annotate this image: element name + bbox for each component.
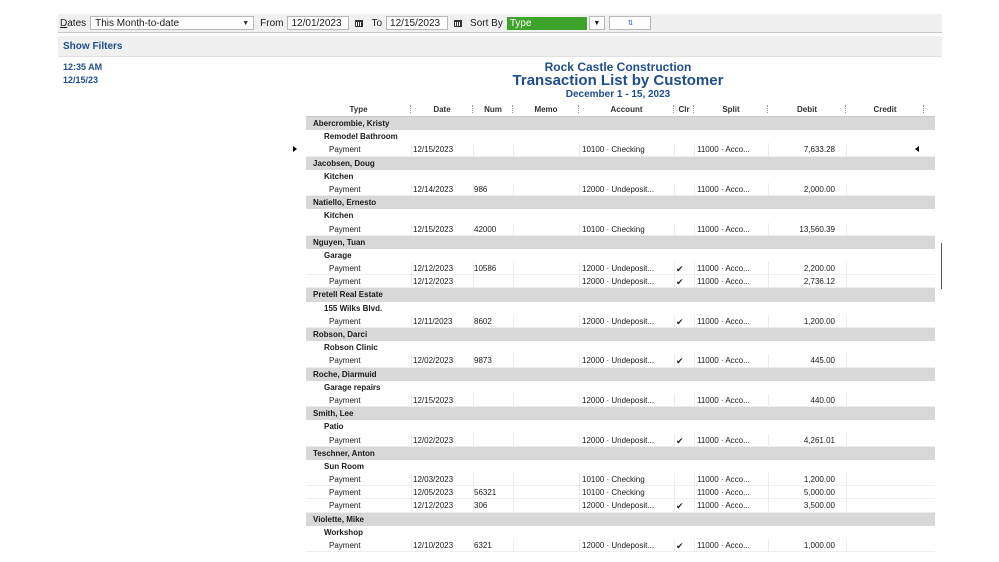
- cell-date: 12/11/2023: [413, 316, 453, 326]
- cell-divider: [411, 354, 412, 366]
- cell-divider: [513, 315, 514, 327]
- cell-account: 12000 · Undeposit...: [582, 501, 655, 511]
- cell-debit: 440.00: [810, 395, 835, 405]
- transaction-row[interactable]: [306, 262, 935, 275]
- sort-by-dropdown[interactable]: [507, 17, 587, 30]
- cell-clr: ✔: [676, 541, 684, 551]
- report-toolbar: [58, 14, 942, 33]
- cell-divider: [411, 486, 412, 498]
- cell-debit: 5,000.00: [803, 488, 835, 498]
- cell-divider: [694, 143, 695, 155]
- cell-divider: [674, 262, 675, 274]
- job-row: [306, 302, 935, 315]
- cell-divider: [768, 315, 769, 327]
- cell-divider: [579, 394, 580, 406]
- job-name: Garage repairs: [324, 382, 381, 392]
- calendar-icon[interactable]: [355, 20, 363, 27]
- cell-divider: [473, 499, 474, 511]
- transaction-row[interactable]: [306, 473, 935, 486]
- cell-clr: ✔: [676, 435, 684, 446]
- cell-num: 10586: [474, 264, 497, 274]
- cell-divider: [473, 539, 474, 551]
- cell-account: 12000 · Undeposit...: [582, 541, 655, 550]
- customer-row: [306, 157, 935, 170]
- cell-date: 12/12/2023: [413, 501, 454, 511]
- job-row: [306, 420, 935, 433]
- report-date: 12/15/23: [63, 75, 99, 85]
- dates-label: Dates: [60, 17, 87, 29]
- cell-divider: [411, 223, 412, 235]
- customer-name: Teschner, Anton: [313, 448, 375, 458]
- sort-direction-button[interactable]: [609, 16, 651, 30]
- cell-divider: [768, 394, 769, 406]
- cell-divider: [768, 499, 769, 511]
- report-time: 12:35 AM: [63, 62, 103, 72]
- cell-date: 12/15/2023: [413, 395, 454, 405]
- cell-type: Payment: [329, 224, 361, 234]
- cell-account: 12000 · Undeposit...: [582, 277, 655, 287]
- customer-row: [306, 196, 935, 209]
- cell-account: 10100 · Checking: [582, 475, 645, 485]
- cell-divider: [846, 394, 847, 406]
- customer-row: [306, 288, 935, 301]
- transaction-row[interactable]: [306, 315, 935, 328]
- job-name: Kitchen: [324, 171, 354, 181]
- cell-account: 10100 · Checking: [582, 224, 645, 234]
- cell-divider: [579, 486, 580, 498]
- cell-divider: [579, 223, 580, 235]
- filter-bar: [58, 36, 942, 57]
- cell-divider: [674, 486, 675, 498]
- scrollbar-thumb[interactable]: [941, 243, 942, 289]
- from-date-value: 12/01/2023: [291, 17, 342, 29]
- transaction-row[interactable]: [306, 499, 935, 512]
- cell-divider: [513, 143, 514, 155]
- cell-divider: [846, 275, 847, 287]
- transaction-row[interactable]: [306, 223, 935, 236]
- job-row: [306, 249, 935, 262]
- chevron-down-icon: ▼: [593, 19, 601, 27]
- cell-date: 12/12/2023: [413, 264, 454, 274]
- cell-divider: [694, 223, 695, 235]
- cell-type: Payment: [329, 184, 361, 194]
- cell-type: Payment: [329, 541, 361, 550]
- cell-divider: [579, 143, 580, 155]
- cell-divider: [473, 262, 474, 274]
- cell-divider: [846, 354, 847, 366]
- transaction-row[interactable]: [306, 354, 935, 367]
- cell-date: 12/10/2023: [413, 541, 454, 550]
- cell-divider: [694, 394, 695, 406]
- cell-divider: [411, 143, 412, 155]
- cell-num: 6321: [474, 541, 492, 550]
- cell-num: 306: [474, 501, 488, 511]
- cell-divider: [579, 354, 580, 366]
- cell-divider: [674, 223, 675, 235]
- cell-split: 11000 · Acco...: [697, 184, 750, 194]
- cell-divider: [513, 262, 514, 274]
- cell-debit: 1,000.00: [803, 541, 835, 550]
- cell-divider: [694, 434, 695, 446]
- cell-divider: [694, 486, 695, 498]
- cell-split: 11000 · Acco...: [697, 501, 750, 511]
- customer-name: Roche, Diarmuid: [313, 369, 377, 379]
- cell-divider: [473, 473, 474, 485]
- cell-divider: [768, 183, 769, 195]
- cell-account: 12000 · Undeposit...: [582, 184, 655, 194]
- cell-divider: [411, 499, 412, 511]
- cell-split: 11000 · Acco...: [697, 488, 750, 498]
- cell-divider: [513, 223, 514, 235]
- cell-divider: [768, 486, 769, 498]
- cell-date: 12/03/2023: [413, 475, 454, 485]
- cell-divider: [579, 262, 580, 274]
- cell-divider: [411, 394, 412, 406]
- cell-date: 12/15/2023: [413, 145, 454, 155]
- sort-direction-icon: ⇅: [627, 20, 633, 27]
- chevron-down-icon: ▼: [242, 19, 250, 27]
- job-row: [306, 130, 935, 143]
- cell-divider: [846, 473, 847, 485]
- from-date-input[interactable]: [287, 16, 349, 30]
- transaction-row[interactable]: [306, 394, 935, 407]
- cell-split: 11000 · Acco...: [697, 541, 750, 550]
- cell-split: 11000 · Acco...: [697, 145, 750, 155]
- cell-date: 12/12/2023: [413, 277, 454, 287]
- report-table: [306, 102, 935, 552]
- cell-divider: [411, 434, 412, 446]
- customer-name: Nguyen, Tuan: [313, 237, 366, 247]
- cell-divider: [846, 315, 847, 327]
- cell-divider: [513, 473, 514, 485]
- transaction-row[interactable]: [306, 275, 935, 288]
- cell-divider: [513, 486, 514, 498]
- job-name: Garage: [324, 250, 352, 260]
- from-label: From: [260, 17, 284, 29]
- transaction-row[interactable]: [306, 539, 935, 552]
- cell-clr: ✔: [676, 501, 684, 512]
- cell-divider: [513, 539, 514, 551]
- job-row: [306, 341, 935, 354]
- cell-divider: [846, 223, 847, 235]
- row-pointer-left-icon: [293, 146, 297, 152]
- sort-by-label: Sort By: [470, 17, 503, 29]
- cell-divider: [694, 499, 695, 511]
- job-row: [306, 170, 935, 183]
- customer-row: [306, 513, 935, 526]
- cell-divider: [694, 262, 695, 274]
- cell-divider: [694, 354, 695, 366]
- cell-split: 11000 · Acco...: [697, 395, 750, 405]
- cell-divider: [768, 539, 769, 551]
- cell-divider: [694, 183, 695, 195]
- job-name: Patio: [324, 422, 344, 432]
- cell-divider: [473, 315, 474, 327]
- cell-divider: [768, 143, 769, 155]
- cell-divider: [846, 434, 847, 446]
- cell-debit: 4,261.01: [803, 435, 835, 445]
- cell-divider: [579, 434, 580, 446]
- cell-divider: [674, 354, 675, 366]
- cell-divider: [674, 539, 675, 551]
- cell-divider: [846, 262, 847, 274]
- cell-divider: [674, 315, 675, 327]
- customer-row: [306, 447, 935, 460]
- cell-type: Payment: [329, 316, 361, 326]
- cell-divider: [411, 183, 412, 195]
- sort-by-dropdown-button[interactable]: [589, 16, 605, 30]
- cell-date: 12/02/2023: [413, 435, 454, 445]
- transaction-row[interactable]: [306, 183, 935, 196]
- job-row: [306, 460, 935, 473]
- cell-divider: [846, 143, 847, 155]
- column-header-clr[interactable]: Clr: [678, 104, 690, 114]
- cell-divider: [846, 183, 847, 195]
- cell-divider: [674, 183, 675, 195]
- job-name: Workshop: [324, 527, 363, 537]
- cell-split: 11000 · Acco...: [697, 316, 750, 326]
- cell-divider: [473, 394, 474, 406]
- cell-num: 8602: [474, 316, 492, 326]
- cell-account: 10100 · Checking: [582, 145, 645, 155]
- job-name: Remodel Bathroom: [324, 132, 398, 142]
- cell-divider: [513, 394, 514, 406]
- cell-divider: [768, 354, 769, 366]
- customer-name: Smith, Lee: [313, 409, 354, 419]
- cell-divider: [579, 315, 580, 327]
- cell-divider: [513, 434, 514, 446]
- cell-divider: [473, 434, 474, 446]
- cell-divider: [674, 473, 675, 485]
- cell-num: 56321: [474, 488, 497, 498]
- cell-divider: [513, 499, 514, 511]
- to-date-value: 12/15/2023: [390, 17, 441, 29]
- job-row: [306, 209, 935, 222]
- cell-divider: [473, 275, 474, 287]
- cell-divider: [846, 486, 847, 498]
- column-header-debit[interactable]: Debit: [797, 104, 817, 114]
- column-divider[interactable]: [923, 105, 925, 113]
- customer-name: Pretell Real Estate: [313, 290, 383, 300]
- cell-debit: 445.00: [810, 356, 835, 366]
- column-header-num[interactable]: Num: [484, 104, 502, 114]
- cell-divider: [694, 275, 695, 287]
- cell-clr: ✔: [676, 356, 684, 367]
- cell-divider: [473, 223, 474, 235]
- cell-divider: [768, 434, 769, 446]
- cell-type: Payment: [329, 475, 361, 485]
- cell-date: 12/02/2023: [413, 356, 454, 366]
- column-header-credit[interactable]: Credit: [873, 104, 897, 114]
- cell-type: Payment: [329, 356, 361, 366]
- cell-debit: 1,200.00: [803, 316, 835, 326]
- cell-debit: 7,633.28: [803, 145, 835, 155]
- cell-divider: [768, 223, 769, 235]
- cell-account: 12000 · Undeposit...: [582, 395, 655, 405]
- cell-divider: [694, 539, 695, 551]
- cell-divider: [411, 275, 412, 287]
- column-header-split[interactable]: Split: [722, 104, 740, 114]
- cell-divider: [473, 183, 474, 195]
- calendar-icon[interactable]: [454, 20, 462, 27]
- cell-divider: [579, 183, 580, 195]
- customer-row: [306, 236, 935, 249]
- cell-divider: [846, 499, 847, 511]
- cell-divider: [411, 473, 412, 485]
- cell-split: 11000 · Acco...: [697, 435, 750, 445]
- cell-split: 11000 · Acco...: [697, 224, 750, 234]
- cell-num: 9873: [474, 356, 492, 366]
- row-pointer-right-icon: [915, 146, 919, 152]
- dates-dropdown[interactable]: [90, 16, 254, 30]
- cell-divider: [473, 354, 474, 366]
- cell-divider: [768, 473, 769, 485]
- to-label: To: [371, 17, 383, 29]
- job-name: Kitchen: [324, 211, 354, 221]
- cell-account: 12000 · Undeposit...: [582, 264, 655, 274]
- cell-type: Payment: [329, 277, 361, 287]
- cell-clr: ✔: [676, 277, 684, 288]
- job-name: Robson Clinic: [324, 343, 378, 353]
- column-header-account[interactable]: Account: [610, 104, 643, 114]
- customer-row: [306, 117, 935, 130]
- customer-name: Violette, Mike: [313, 514, 364, 524]
- cell-split: 11000 · Acco...: [697, 475, 750, 485]
- cell-divider: [694, 315, 695, 327]
- report-date-range: December 1 - 15, 2023: [565, 89, 671, 100]
- cell-divider: [674, 275, 675, 287]
- cell-date: 12/14/2023: [413, 184, 454, 194]
- dates-dropdown-value: This Month-to-date: [95, 17, 180, 29]
- customer-name: Natiello, Ernesto: [313, 198, 377, 208]
- cell-divider: [579, 499, 580, 511]
- customer-row: [306, 368, 935, 381]
- cell-divider: [411, 262, 412, 274]
- cell-type: Payment: [329, 395, 361, 405]
- cell-split: 11000 · Acco...: [697, 277, 750, 287]
- job-name: Sun Room: [324, 461, 364, 471]
- cell-split: 11000 · Acco...: [697, 356, 750, 366]
- column-header-memo[interactable]: Memo: [534, 104, 558, 114]
- cell-divider: [768, 262, 769, 274]
- report-title: Transaction List by Customer: [512, 72, 724, 89]
- cell-divider: [768, 275, 769, 287]
- cell-debit: 2,200.00: [803, 264, 835, 274]
- cell-divider: [411, 315, 412, 327]
- sort-by-value: Type: [509, 17, 532, 29]
- cell-account: 12000 · Undeposit...: [582, 316, 655, 326]
- cell-divider: [846, 539, 847, 551]
- cell-debit: 2,736.12: [803, 277, 835, 287]
- company-name: Rock Castle Construction: [544, 60, 692, 74]
- cell-divider: [579, 473, 580, 485]
- cell-divider: [411, 539, 412, 551]
- cell-split: 11000 · Acco...: [697, 264, 750, 274]
- cell-type: Payment: [329, 488, 361, 498]
- cell-divider: [473, 486, 474, 498]
- cell-divider: [579, 275, 580, 287]
- cell-divider: [674, 143, 675, 155]
- customer-name: Jacobsen, Doug: [313, 158, 375, 168]
- cell-date: 12/15/2023: [413, 224, 454, 234]
- cell-divider: [579, 539, 580, 551]
- cell-divider: [674, 499, 675, 511]
- cell-debit: 3,500.00: [803, 501, 835, 511]
- customer-row: [306, 328, 935, 341]
- cell-debit: 1,200.00: [803, 475, 835, 485]
- cell-divider: [674, 394, 675, 406]
- transaction-row[interactable]: [306, 434, 935, 447]
- cell-account: 12000 · Undeposit...: [582, 435, 655, 445]
- customer-row: [306, 407, 935, 420]
- job-name: 155 Wilks Blvd.: [324, 303, 383, 313]
- cell-debit: 13,560.39: [799, 224, 835, 234]
- cell-divider: [513, 183, 514, 195]
- show-filters-link[interactable]: Show Filters: [63, 40, 123, 52]
- job-row: [306, 381, 935, 394]
- cell-type: Payment: [329, 435, 361, 445]
- cell-date: 12/05/2023: [413, 488, 454, 498]
- cell-debit: 2,000.00: [803, 184, 835, 194]
- column-header-date[interactable]: Date: [433, 104, 451, 114]
- cell-divider: [513, 275, 514, 287]
- cell-clr: ✔: [676, 316, 684, 327]
- customer-name: Robson, Darci: [313, 330, 368, 339]
- transaction-row[interactable]: [306, 143, 935, 156]
- column-header-type[interactable]: Type: [349, 104, 368, 114]
- cell-num: 42000: [474, 224, 497, 234]
- job-row: [306, 526, 935, 539]
- cell-type: Payment: [329, 145, 361, 155]
- transaction-row[interactable]: [306, 486, 935, 499]
- cell-divider: [674, 434, 675, 446]
- report-rows: [306, 117, 935, 552]
- cell-num: 986: [474, 184, 488, 194]
- cell-divider: [694, 473, 695, 485]
- to-date-input[interactable]: [386, 16, 448, 30]
- cell-clr: ✔: [676, 264, 684, 275]
- cell-account: 12000 · Undeposit...: [582, 356, 655, 366]
- cell-type: Payment: [329, 501, 361, 511]
- cell-divider: [473, 143, 474, 155]
- cell-type: Payment: [329, 264, 361, 274]
- column-header-row: [306, 102, 935, 117]
- cell-divider: [513, 354, 514, 366]
- customer-name: Abercrombie, Kristy: [313, 119, 390, 128]
- cell-account: 10100 · Checking: [582, 488, 645, 498]
